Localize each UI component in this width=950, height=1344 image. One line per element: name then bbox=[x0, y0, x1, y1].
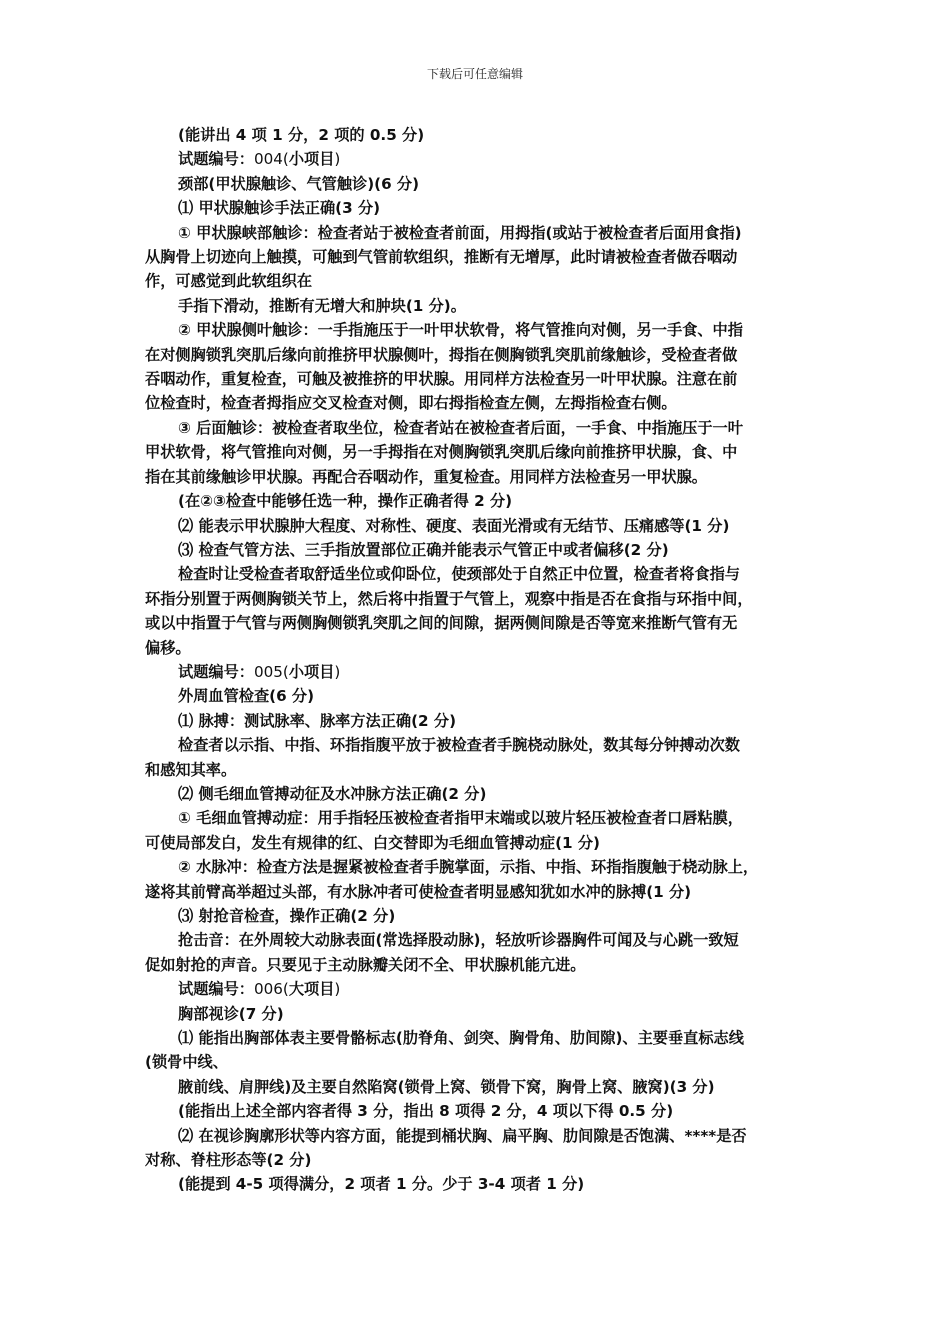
text-line: 检查者以示指、中指、环指指腹平放于被检查者手腕桡动脉处，数其每分钟搏动次数 bbox=[178, 736, 740, 755]
question-type: 大项目 bbox=[288, 980, 335, 999]
text-line: 促如射抢的声音。只要见于主动脉瓣关闭不全、甲状腺机能亢进。 bbox=[145, 955, 586, 974]
section-title: 外周血管检查(6 分) bbox=[178, 687, 315, 706]
text-line: 可使局部发白，发生有规律的红、白交替即为毛细血管搏动症(1 分) bbox=[145, 833, 600, 852]
question-number-line bbox=[145, 977, 810, 1001]
text-line: 或以中指置于气管与两侧胸侧锁乳突肌之间的间隙，据两侧间隙是否等宽来推断气管有无 bbox=[145, 614, 738, 633]
text-line: 吞咽动作，重复检查，可触及被推挤的甲状腺。用同样方法检查另一叶甲状腺。注意在前 bbox=[145, 370, 738, 389]
section-title: 颈部(甲状腺触诊、气管触诊)(6 分) bbox=[178, 174, 420, 193]
text-line: ① 毛细血管搏动症：用手指轻压被检查者指甲末端或以玻片轻压被检查者口唇粘膜， bbox=[178, 809, 743, 828]
text-line: 偏移。 bbox=[145, 638, 191, 657]
question-number-value: 004( bbox=[253, 150, 289, 169]
text-line: 位检查时，检查者拇指应交叉检查对侧，即右拇指检查左侧，左拇指检查右侧。 bbox=[145, 394, 677, 413]
text-line: ⑴ 脉搏：测试脉率、脉率方法正确(2 分) bbox=[178, 711, 457, 730]
page-header: 下载后可任意编辑 bbox=[426, 67, 523, 81]
question-number-close: ) bbox=[334, 980, 341, 999]
question-number-close: ) bbox=[334, 662, 341, 681]
text-line: ⑶ 射抢音检查，操作正确(2 分) bbox=[178, 907, 396, 925]
text-line: 甲状软骨，将气管推向对侧，另一手拇指在对侧胸锁乳突肌后缘向前推挤甲状腺，食、中 bbox=[145, 443, 738, 462]
text-line: 遂将其前臂高举超过头部，有水脉冲者可使检查者明显感知犹如水冲的脉搏(1 分) bbox=[145, 882, 692, 901]
text-line: 手指下滑动，推断有无增大和肿块(1 分)。 bbox=[178, 296, 466, 315]
text-line: ⑶ 检查气管方法、三手指放置部位正确并能表示气管正中或者偏移(2 分) bbox=[178, 540, 669, 559]
question-number-line bbox=[145, 660, 810, 684]
text-line: 作，可感觉到此软组织在 bbox=[145, 272, 313, 291]
question-number-line bbox=[145, 147, 810, 171]
question-number-label: 试题编号： bbox=[178, 150, 254, 169]
question-type: 小项目 bbox=[288, 662, 335, 681]
text-line: 从胸骨上切迹向上触摸，可触到气管前软组织，推断有无增厚，此时请被检查者做吞咽动 bbox=[145, 248, 738, 267]
text-line: 在对侧胸锁乳突肌后缘向前推挤甲状腺侧叶，拇指在侧胸锁乳突肌前缘触诊，受检查者做 bbox=[145, 345, 738, 364]
text-line: ② 甲状腺侧叶触诊：一手指施压于一叶甲状软骨，将气管推向对侧，另一手食、中指 bbox=[178, 321, 743, 340]
document-body bbox=[145, 123, 810, 1197]
question-number-close: ) bbox=[334, 150, 341, 169]
text-line: 和感知其率。 bbox=[145, 760, 237, 779]
question-number-value: 006( bbox=[253, 980, 289, 999]
question-number-value: 005( bbox=[253, 662, 289, 681]
text-line: ⑵ 侧毛细血管搏动征及水冲脉方法正确(2 分) bbox=[178, 784, 487, 803]
text-line: 对称、脊柱形态等(2 分) bbox=[145, 1151, 312, 1170]
section-title: 胸部视诊(7 分) bbox=[178, 1004, 284, 1023]
text-line: 检查时让受检查者取舒适坐位或仰卧位，使颈部处于自然正中位置，检查者将食指与 bbox=[178, 565, 740, 584]
text-line: 指在其前缘触诊甲状腺。再配合吞咽动作，重复检查。用同样方法检查另一甲状腺。 bbox=[145, 467, 707, 486]
text-line: 环指分别置于两侧胸锁关节上，然后将中指置于气管上，观察中指是否在食指与环指中间， bbox=[145, 589, 753, 608]
text-line: 腋前线、肩胛线)及主要自然陷窝(锁骨上窝、锁骨下窝，胸骨上窝、腋窝)(3 分) bbox=[178, 1077, 715, 1096]
text-line: (在②③检查中能够任选一种，操作正确者得 2 分) bbox=[178, 492, 513, 511]
text-line: ⑵ 能表示甲状腺肿大程度、对称性、硬度、表面光滑或有无结节、压痛感等(1 分) bbox=[178, 516, 730, 535]
text-line: 抢击音：在外周较大动脉表面(常选择股动脉)，轻放听诊器胸件可闻及与心跳一致短 bbox=[178, 931, 739, 950]
text-line: (能指出上述全部内容者得 3 分，指出 8 项得 2 分，4 项以下得 0.5 分) bbox=[178, 1102, 674, 1121]
question-number-label: 试题编号： bbox=[178, 980, 254, 999]
text-line: ③ 后面触诊：被检查者取坐位，检查者站在被检查者后面，一手食、中指施压于一叶 bbox=[178, 418, 743, 437]
text-line: ⑴ 能指出胸部体表主要骨骼标志(肋脊角、剑突、胸骨角、肋间隙)、主要垂直标志线 bbox=[178, 1029, 744, 1048]
text-line: (锁骨中线、 bbox=[145, 1053, 228, 1072]
text-line: ② 水脉冲：检查方法是握紧被检查者手腕掌面，示指、中指、环指指腹触于桡动脉上， bbox=[178, 858, 759, 877]
text-line: ⑴ 甲状腺触诊手法正确(3 分) bbox=[178, 199, 381, 218]
text-line: (能讲出 4 项 1 分，2 项的 0.5 分) bbox=[178, 126, 425, 144]
question-type: 小项目 bbox=[288, 150, 335, 169]
text-line: ⑵ 在视诊胸廓形状等内容方面，能提到桶状胸、扁平胸、肋间隙是否饱满、****是否 bbox=[178, 1126, 747, 1145]
question-number-label: 试题编号： bbox=[178, 662, 254, 681]
text-line: (能提到 4-5 项得满分，2 项者 1 分。少于 3-4 项者 1 分) bbox=[178, 1175, 585, 1194]
text-line: ① 甲状腺峡部触诊：检查者站于被检查者前面，用拇指(或站于被检查者后面用食指) bbox=[178, 223, 742, 242]
